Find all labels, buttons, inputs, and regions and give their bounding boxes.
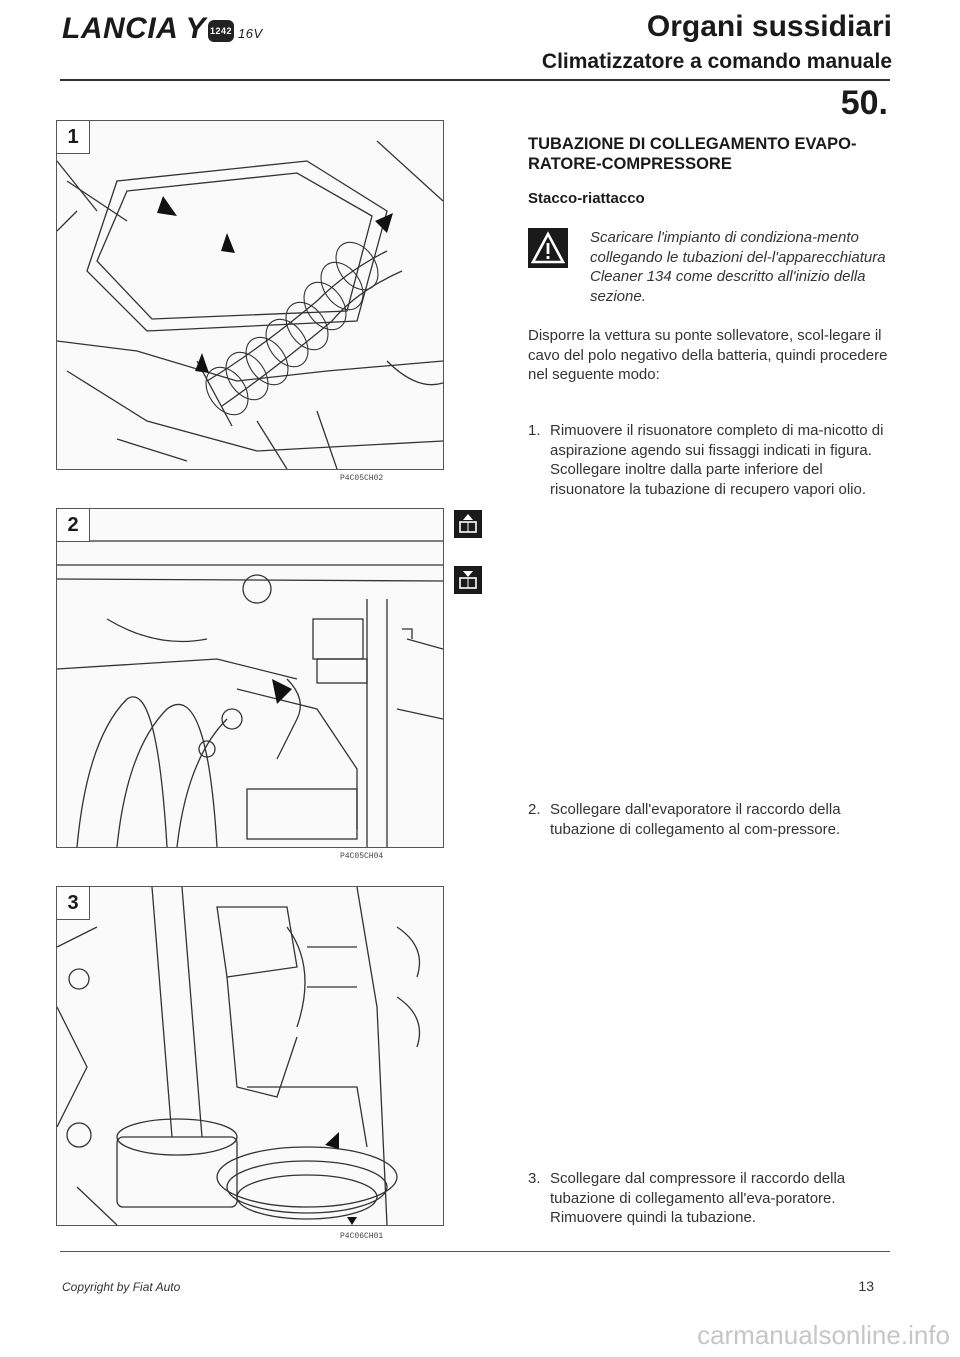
section-number: 50. bbox=[840, 84, 888, 122]
engine-label: 16V bbox=[238, 26, 263, 41]
figure-1-number: 1 bbox=[57, 121, 90, 154]
step-1-text: Rimuovere il risuonatore completo di ma-nicotto di aspirazione agendo sui fissaggi indicati in figura. Scollegare inoltre dalla parte inferiore del risuonatore la tubazione di recupero vapori olio. bbox=[550, 422, 884, 498]
page-subtitle: Climatizzatore a comando manuale bbox=[541, 50, 892, 73]
step-2-text: Scollegare dall'evaporatore il raccordo della tubazione di collegamento al com-pressore. bbox=[550, 801, 841, 838]
footer-divider bbox=[60, 1251, 890, 1252]
brand-logo bbox=[62, 12, 263, 46]
figure-2 bbox=[56, 508, 444, 848]
step-2-number: 2. bbox=[528, 801, 541, 818]
warning-icon bbox=[528, 228, 568, 268]
section-title: TUBAZIONE DI COLLEGAMENTO EVAPO-RATORE-COMPRESSORE bbox=[528, 135, 857, 173]
page-title: Organi sussidiari bbox=[646, 10, 892, 43]
step-1 bbox=[528, 421, 898, 499]
figure-2-code: P4C05CH04 bbox=[340, 852, 384, 861]
refit-marker-icon bbox=[454, 566, 482, 594]
header-divider bbox=[60, 79, 890, 81]
figure-1 bbox=[56, 120, 444, 470]
step-2 bbox=[528, 800, 898, 839]
intro-paragraph: Disporre la vettura su ponte sollevatore, scol-legare il cavo del polo negativo della batteria, quindi procedere nel seguente modo: bbox=[528, 327, 888, 383]
step-3-number: 3. bbox=[528, 1170, 541, 1187]
step-1-number: 1. bbox=[528, 422, 541, 439]
figure-3-number: 3 bbox=[57, 887, 90, 920]
figure-1-code: P4C05CH02 bbox=[340, 474, 384, 483]
figure-2-drawing bbox=[57, 509, 443, 847]
section-subtitle: Stacco-riattacco bbox=[528, 190, 645, 207]
figure-3-code: P4C06CH01 bbox=[340, 1232, 384, 1241]
engine-badge-icon: 1242 bbox=[208, 20, 234, 42]
step-3 bbox=[528, 1169, 898, 1228]
removal-marker-icon bbox=[454, 510, 482, 538]
figure-3 bbox=[56, 886, 444, 1226]
figure-1-drawing bbox=[57, 121, 443, 469]
page-number: 13 bbox=[858, 1278, 874, 1294]
copyright: Copyright by Fiat Auto bbox=[62, 1280, 181, 1294]
step-3-text: Scollegare dal compressore il raccordo della tubazione di collegamento all'eva-poratore. Rimuovere quindi la tubazione. bbox=[550, 1170, 846, 1226]
figure-2-number: 2 bbox=[57, 509, 90, 542]
warning-text: Scaricare l'impianto di condiziona-mento collegando le tubazioni del-l'apparecchiatura Cleaner 134 come descritto all'inizio della sezione. bbox=[590, 229, 886, 305]
brand-name: LANCIA Y bbox=[62, 12, 207, 45]
watermark: carmanualsonline.info bbox=[697, 1320, 950, 1350]
figure-3-drawing bbox=[57, 887, 443, 1225]
